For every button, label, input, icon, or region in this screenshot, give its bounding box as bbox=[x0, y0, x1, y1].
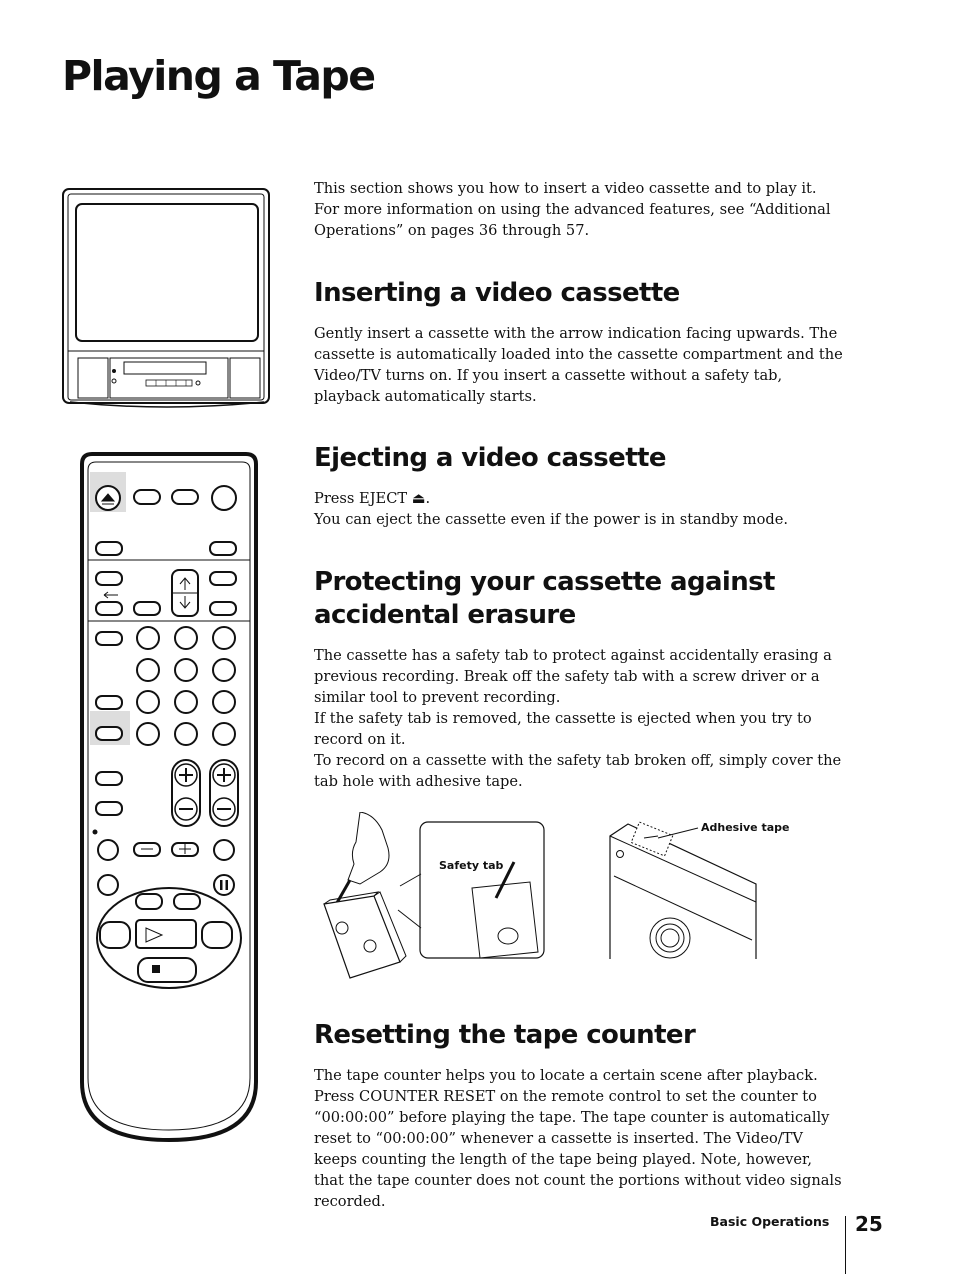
inserting-paragraph: Gently insert a cassette with the arrow indication facing upwards. The cassette is automatically loaded into the cassette compartment and the Video/TV turns on. If you insert a cassette without a safety tab, playback automatically starts. bbox=[314, 325, 843, 405]
cassette-safety-tab-illustration bbox=[320, 812, 550, 992]
footer-section-label: Basic Operations bbox=[710, 1214, 830, 1229]
protecting-paragraph bbox=[314, 645, 844, 792]
remote-control-illustration bbox=[78, 452, 260, 1144]
heading-protecting-line-1: Protecting your cassette against bbox=[314, 567, 775, 597]
heading-ejecting: Ejecting a video cassette bbox=[314, 443, 666, 473]
tv-vcr-illustration bbox=[60, 186, 274, 412]
page-number: 25 bbox=[855, 1212, 883, 1236]
heading-resetting: Resetting the tape counter bbox=[314, 1020, 696, 1050]
ejecting-line-2: You can eject the cassette even if the power is in standby mode. bbox=[314, 511, 789, 528]
protecting-para-3: To record on a cassette with the safety tab broken off, simply cover the tab hole with adhesive tape. bbox=[314, 752, 842, 790]
heading-protecting bbox=[314, 566, 874, 632]
ejecting-paragraph bbox=[314, 488, 844, 530]
page-title: Playing a Tape bbox=[62, 52, 375, 100]
heading-inserting: Inserting a video cassette bbox=[314, 278, 680, 308]
protecting-para-2: If the safety tab is removed, the cassette is ejected when you try to record on it. bbox=[314, 710, 812, 748]
ejecting-line-1: Press EJECT ⏏. bbox=[314, 490, 431, 507]
adhesive-tape-label: Adhesive tape bbox=[701, 821, 790, 834]
adhesive-tape-illustration bbox=[604, 814, 760, 964]
footer-divider bbox=[845, 1216, 846, 1274]
heading-protecting-line-2: accidental erasure bbox=[314, 600, 576, 630]
protecting-para-1: The cassette has a safety tab to protect against accidentally erasing a previous recording. Break off the safety tab with a screw driver or a similar tool to prevent recording. bbox=[314, 647, 832, 706]
resetting-paragraph: The tape counter helps you to locate a certain scene after playback. Press COUNTER RESET on the remote control to set the counter to “00:00:00” before playing the tape. The tape counter is automatically reset to “00:00:00” whenever a cassette is inserted. The Video/TV keeps counting the length of the tape being played. Note, however, that the tape counter does not count the portions without video signals recorded. bbox=[314, 1067, 842, 1210]
intro-paragraph: This section shows you how to insert a video cassette and to play it. For more information on using the advanced features, see “Additional Operations” on pages 36 through 57. bbox=[314, 180, 831, 239]
safety-tab-label: Safety tab bbox=[439, 859, 504, 872]
